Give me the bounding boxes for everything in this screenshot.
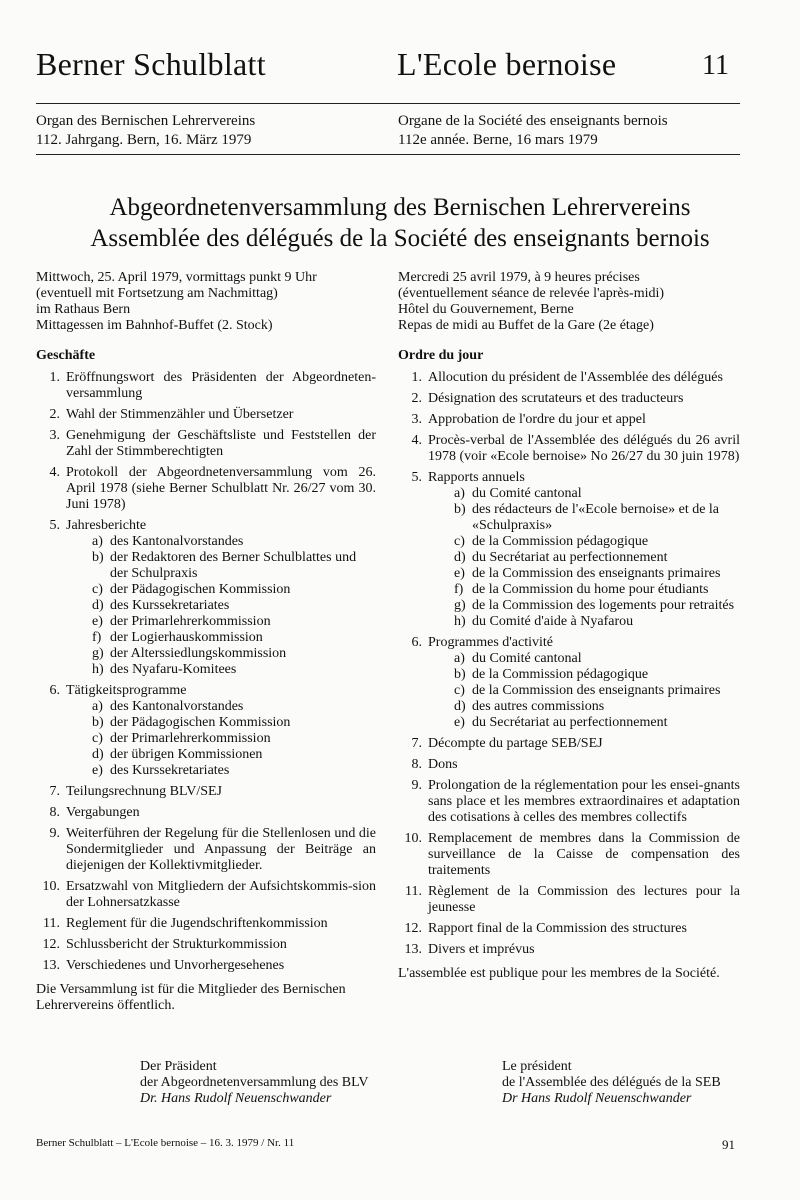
agenda-subitem-text: des rédacteurs de l'«Ecole bernoise» et de la «Schulpraxis» bbox=[472, 502, 720, 533]
agenda-subitem bbox=[66, 763, 376, 779]
agenda-item bbox=[36, 826, 376, 874]
intro-line: Mercredi 25 avril 1979, à 9 heures précises bbox=[398, 270, 640, 285]
agenda-item-number: 3. bbox=[49, 428, 60, 443]
agenda-item-text: Prolongation de la réglementation pour les ensei-gnants sans place et les membres extraordinaires et adaptation des cotisations à celles des membres collectifs bbox=[428, 778, 740, 825]
agenda-subitem-text: du Secrétariat au perfectionnement bbox=[472, 550, 668, 565]
agenda-item-number: 12. bbox=[42, 937, 60, 952]
agenda-subitem bbox=[428, 667, 740, 683]
signature-fr bbox=[502, 1059, 721, 1107]
signature-de bbox=[140, 1059, 369, 1107]
agenda-item bbox=[36, 465, 376, 513]
agenda-subitem-letter: a) bbox=[92, 534, 103, 549]
agenda-item-number: 6. bbox=[49, 683, 60, 698]
agenda-subitem-text: du Comité d'aide à Nyafarou bbox=[472, 614, 634, 629]
masthead-title-fr: L'Ecole bernoise bbox=[397, 46, 617, 82]
agenda-subitem-text: des Nyafaru-Komitees bbox=[110, 662, 237, 677]
agenda-item bbox=[36, 784, 376, 800]
agenda-subitem-letter: c) bbox=[454, 534, 465, 549]
agenda-item-text: Désignation des scrutateurs et des traducteurs bbox=[428, 391, 684, 406]
intro-de bbox=[36, 270, 376, 334]
agenda-subitem bbox=[66, 614, 376, 630]
agenda-subitem bbox=[428, 486, 740, 502]
agenda-subitem-letter: b) bbox=[92, 550, 104, 565]
agenda-subitem-text: du Comité cantonal bbox=[472, 651, 582, 666]
agenda-item-number: 1. bbox=[49, 370, 60, 385]
agenda-item-text: Protokoll der Abgeordnetenversammlung vom 26. April 1978 (siehe Berner Schulblatt Nr. 26/27 vom 30. Juni 1978) bbox=[66, 465, 376, 512]
org-de: Organ des Bernischen Lehrervereins bbox=[36, 113, 256, 129]
agenda-subitem-text: de la Commission pédagogique bbox=[472, 667, 649, 682]
intro-line: im Rathaus Bern bbox=[36, 302, 131, 317]
agenda-item-text: Programmes d'activité bbox=[428, 635, 553, 650]
agenda-subitem bbox=[428, 502, 740, 534]
intro-fr bbox=[398, 270, 740, 334]
agenda-item bbox=[36, 518, 376, 678]
agenda-subitem-letter: e) bbox=[92, 614, 103, 629]
footer-citation: Berner Schulblatt – L'Ecole bernoise – 16. 3. 1979 / Nr. 11 bbox=[36, 1137, 295, 1149]
header-rule bbox=[36, 103, 740, 104]
agenda-subitem bbox=[428, 699, 740, 715]
agenda-subitem-letter: a) bbox=[454, 651, 465, 666]
agenda-list-fr bbox=[398, 370, 740, 958]
agenda-list-de bbox=[36, 370, 376, 974]
agenda-subitem-text: der Pädagogischen Kommission bbox=[110, 582, 291, 597]
agenda-item-text: Procès-verbal de l'Assemblée des délégués du 26 avril 1978 (voir «Ecole bernoise» No 26/27 du 30 juin 1978) bbox=[428, 433, 740, 464]
agenda-subitem-text: des Kantonalvorstandes bbox=[110, 534, 244, 549]
sign-org-de: der Abgeordnetenversammlung des BLV bbox=[140, 1075, 369, 1090]
subhead-de bbox=[36, 112, 356, 150]
agenda-item-number: 7. bbox=[411, 736, 422, 751]
agenda-item bbox=[398, 757, 740, 773]
agenda-item-number: 1. bbox=[411, 370, 422, 385]
agenda-item-text: Tätigkeitsprogramme bbox=[66, 683, 187, 698]
sign-role-fr: Le président bbox=[502, 1059, 572, 1074]
agenda-item-text: Dons bbox=[428, 757, 458, 772]
agenda-subitem-text: des Kurssekretariates bbox=[110, 763, 230, 778]
agenda-subitem-letter: b) bbox=[454, 667, 466, 682]
agenda-subitem-letter: a) bbox=[92, 699, 103, 714]
agenda-item-number: 4. bbox=[411, 433, 422, 448]
agenda-subitem bbox=[66, 747, 376, 763]
agenda-subitem-text: de la Commission des enseignants primaires bbox=[472, 683, 721, 698]
agenda-item-number: 8. bbox=[49, 805, 60, 820]
main-title-fr: Assemblée des délégués de la Société des enseignants bernois bbox=[90, 225, 710, 252]
agenda-subitem-text: der Pädagogischen Kommission bbox=[110, 715, 291, 730]
agenda-item bbox=[398, 942, 740, 958]
agenda-item bbox=[398, 921, 740, 937]
agenda-item-text: Rapport final de la Commission des structures bbox=[428, 921, 687, 936]
agenda-item-number: 2. bbox=[411, 391, 422, 406]
agenda-item-number: 7. bbox=[49, 784, 60, 799]
agenda-item-number: 5. bbox=[411, 470, 422, 485]
agenda-subitem-text: de la Commission pédagogique bbox=[472, 534, 649, 549]
agenda-item-number: 13. bbox=[42, 958, 60, 973]
agenda-item-number: 9. bbox=[49, 826, 60, 841]
agenda-item-number: 2. bbox=[49, 407, 60, 422]
masthead-title-de: Berner Schulblatt bbox=[36, 46, 266, 82]
agenda-item bbox=[398, 412, 740, 428]
intro-line: (eventuell mit Fortsetzung am Nachmittag) bbox=[36, 286, 278, 301]
sign-org-fr: de l'Assemblée des délégués de la SEB bbox=[502, 1075, 721, 1090]
agenda-subitem bbox=[66, 598, 376, 614]
agenda-item-text: Verschiedenes und Unvorhergesehenes bbox=[66, 958, 285, 973]
agenda-subitem-letter: c) bbox=[92, 731, 103, 746]
agenda-subitem-letter: f) bbox=[92, 630, 102, 645]
agenda-subitem bbox=[428, 582, 740, 598]
agenda-item bbox=[398, 635, 740, 731]
agenda-item-number: 10. bbox=[42, 879, 60, 894]
intro-line: Repas de midi au Buffet de la Gare (2e étage) bbox=[398, 318, 654, 333]
agenda-subitem-text: de la Commission des enseignants primaires bbox=[472, 566, 721, 581]
issue-number: 11 bbox=[702, 50, 729, 81]
sign-name-fr: Dr Hans Rudolf Neuenschwander bbox=[502, 1091, 692, 1106]
agenda-item bbox=[36, 370, 376, 402]
agenda-item bbox=[398, 433, 740, 465]
heading-de: Geschäfte bbox=[36, 348, 96, 363]
agenda-item bbox=[398, 391, 740, 407]
agenda-item-text: Wahl der Stimmenzähler und Übersetzer bbox=[66, 407, 294, 422]
agenda-subitem bbox=[428, 683, 740, 699]
closing-fr: L'assemblée est publique pour les membres de la Société. bbox=[398, 966, 720, 981]
column-fr bbox=[398, 270, 740, 982]
agenda-subitem-letter: b) bbox=[454, 502, 466, 517]
agenda-subitem bbox=[428, 715, 740, 731]
agenda-subitem-letter: e) bbox=[92, 763, 103, 778]
agenda-item bbox=[398, 370, 740, 386]
agenda-item-text: Approbation de l'ordre du jour et appel bbox=[428, 412, 646, 427]
agenda-subitem bbox=[428, 534, 740, 550]
agenda-subitem-letter: b) bbox=[92, 715, 104, 730]
intro-line: Mittwoch, 25. April 1979, vormittags punkt 9 Uhr bbox=[36, 270, 317, 285]
agenda-subitem bbox=[428, 598, 740, 614]
agenda-subitem-letter: h) bbox=[454, 614, 466, 629]
agenda-subitem bbox=[66, 662, 376, 678]
agenda-subitem-text: des autres commissions bbox=[472, 699, 605, 714]
agenda-subitem-letter: d) bbox=[92, 598, 104, 613]
subhead-rule bbox=[36, 154, 740, 155]
agenda-item bbox=[36, 805, 376, 821]
agenda-subitem bbox=[66, 699, 376, 715]
agenda-subitem bbox=[66, 534, 376, 550]
agenda-subitem-text: der Logierhauskommission bbox=[110, 630, 263, 645]
agenda-subitem bbox=[428, 550, 740, 566]
agenda-item-number: 4. bbox=[49, 465, 60, 480]
agenda-subitem bbox=[66, 582, 376, 598]
agenda-subitem-letter: a) bbox=[454, 486, 465, 501]
agenda-item-number: 9. bbox=[411, 778, 422, 793]
agenda-subitem-letter: e) bbox=[454, 566, 465, 581]
agenda-subitem-letter: g) bbox=[92, 646, 104, 661]
agenda-subitem bbox=[428, 566, 740, 582]
agenda-item-text: Vergabungen bbox=[66, 805, 140, 820]
agenda-item-text: Reglement für die Jugendschriftenkommission bbox=[66, 916, 328, 931]
agenda-subitem-text: der übrigen Kommissionen bbox=[110, 747, 263, 762]
sign-role-de: Der Präsident bbox=[140, 1059, 217, 1074]
sign-name-de: Dr. Hans Rudolf Neuenschwander bbox=[140, 1091, 332, 1106]
agenda-item-text: Règlement de la Commission des lectures pour la jeunesse bbox=[428, 884, 740, 915]
page-number: 91 bbox=[722, 1137, 735, 1152]
agenda-subitem bbox=[66, 550, 376, 582]
main-title-de: Abgeordnetenversammlung des Bernischen Lehrervereins bbox=[109, 194, 691, 221]
agenda-item-text: Remplacement de membres dans la Commission de surveillance de la Caisse de compensation des traitements bbox=[428, 831, 740, 878]
agenda-item bbox=[36, 916, 376, 932]
agenda-subitem-text: der Redaktoren des Berner Schulblattes und der Schulpraxis bbox=[110, 550, 357, 581]
agenda-subitem-text: de la Commission des logements pour retraités bbox=[472, 598, 735, 613]
agenda-item-text: Eröffnungswort des Präsidenten der Abgeordneten-versammlung bbox=[66, 370, 376, 401]
agenda-item bbox=[398, 778, 740, 826]
agenda-item-text: Weiterführen der Regelung für die Stellenlosen und die Sondermitglieder und Anpassung der Beiträge an diejenigen der Kollektivmitglieder. bbox=[66, 826, 376, 873]
agenda-item-text: Divers et imprévus bbox=[428, 942, 535, 957]
agenda-item-number: 13. bbox=[404, 942, 422, 957]
agenda-subitem-text: du Comité cantonal bbox=[472, 486, 582, 501]
agenda-subitem bbox=[428, 651, 740, 667]
date-de: 112. Jahrgang. Bern, 16. März 1979 bbox=[36, 132, 252, 148]
agenda-item bbox=[36, 407, 376, 423]
intro-line: (éventuellement séance de relevée l'après-midi) bbox=[398, 286, 665, 301]
agenda-item bbox=[36, 958, 376, 974]
agenda-item bbox=[36, 937, 376, 953]
closing-de: Die Versammlung ist für die Mitglieder des Bernischen Lehrervereins öffentlich. bbox=[36, 982, 346, 1013]
agenda-subitem bbox=[66, 630, 376, 646]
org-fr: Organe de la Société des enseignants bernois bbox=[398, 113, 668, 129]
agenda-item-number: 10. bbox=[404, 831, 422, 846]
agenda-subitem-text: des Kantonalvorstandes bbox=[110, 699, 244, 714]
agenda-subitem-text: de la Commission du home pour étudiants bbox=[472, 582, 709, 597]
agenda-item bbox=[36, 683, 376, 779]
agenda-item-text: Schlussbericht der Strukturkommission bbox=[66, 937, 287, 952]
agenda-item-number: 11. bbox=[43, 916, 60, 931]
agenda-subitem-letter: d) bbox=[454, 550, 466, 565]
heading-fr: Ordre du jour bbox=[398, 348, 484, 363]
agenda-subitem-text: der Primarlehrerkommission bbox=[110, 731, 271, 746]
agenda-subitem-text: der Primarlehrerkommission bbox=[110, 614, 271, 629]
agenda-item-text: Teilungsrechnung BLV/SEJ bbox=[66, 784, 222, 799]
agenda-subitem-text: du Secrétariat au perfectionnement bbox=[472, 715, 668, 730]
agenda-subitem-letter: h) bbox=[92, 662, 104, 677]
agenda-item bbox=[398, 470, 740, 630]
agenda-item-text: Rapports annuels bbox=[428, 470, 525, 485]
agenda-item bbox=[36, 879, 376, 911]
agenda-item-number: 12. bbox=[404, 921, 422, 936]
agenda-subitem-letter: d) bbox=[92, 747, 104, 762]
agenda-subitem-letter: c) bbox=[92, 582, 103, 597]
agenda-subitem-letter: d) bbox=[454, 699, 466, 714]
column-de bbox=[36, 270, 376, 1014]
agenda-item bbox=[398, 831, 740, 879]
agenda-item-number: 8. bbox=[411, 757, 422, 772]
agenda-item bbox=[398, 884, 740, 916]
agenda-item bbox=[36, 428, 376, 460]
agenda-item-text: Genehmigung der Geschäftsliste und Feststellen der Zahl der Stimmberechtigten bbox=[66, 428, 376, 459]
agenda-subitem bbox=[66, 715, 376, 731]
agenda-item-number: 6. bbox=[411, 635, 422, 650]
agenda-subitem bbox=[428, 614, 740, 630]
agenda-item-text: Ersatzwahl von Mitgliedern der Aufsichtskommis-sion der Lohnersatzkasse bbox=[66, 879, 376, 910]
agenda-subitem-letter: e) bbox=[454, 715, 465, 730]
agenda-item-text: Allocution du président de l'Assemblée des délégués bbox=[428, 370, 723, 385]
agenda-subitem-text: des Kurssekretariates bbox=[110, 598, 230, 613]
agenda-subitem-letter: g) bbox=[454, 598, 466, 613]
agenda-item-number: 11. bbox=[405, 884, 422, 899]
agenda-item-text: Décompte du partage SEB/SEJ bbox=[428, 736, 603, 751]
agenda-item bbox=[398, 736, 740, 752]
agenda-subitem bbox=[66, 646, 376, 662]
date-fr: 112e année. Berne, 16 mars 1979 bbox=[398, 132, 598, 148]
intro-line: Hôtel du Gouvernement, Berne bbox=[398, 302, 574, 317]
agenda-item-text: Jahresberichte bbox=[66, 518, 147, 533]
intro-line: Mittagessen im Bahnhof-Buffet (2. Stock) bbox=[36, 318, 273, 333]
agenda-item-number: 5. bbox=[49, 518, 60, 533]
subhead-fr bbox=[398, 112, 758, 150]
agenda-subitem-letter: c) bbox=[454, 683, 465, 698]
agenda-subitem bbox=[66, 731, 376, 747]
agenda-subitem-letter: f) bbox=[454, 582, 464, 597]
agenda-item-number: 3. bbox=[411, 412, 422, 427]
agenda-subitem-text: der Alterssiedlungskommission bbox=[110, 646, 287, 661]
